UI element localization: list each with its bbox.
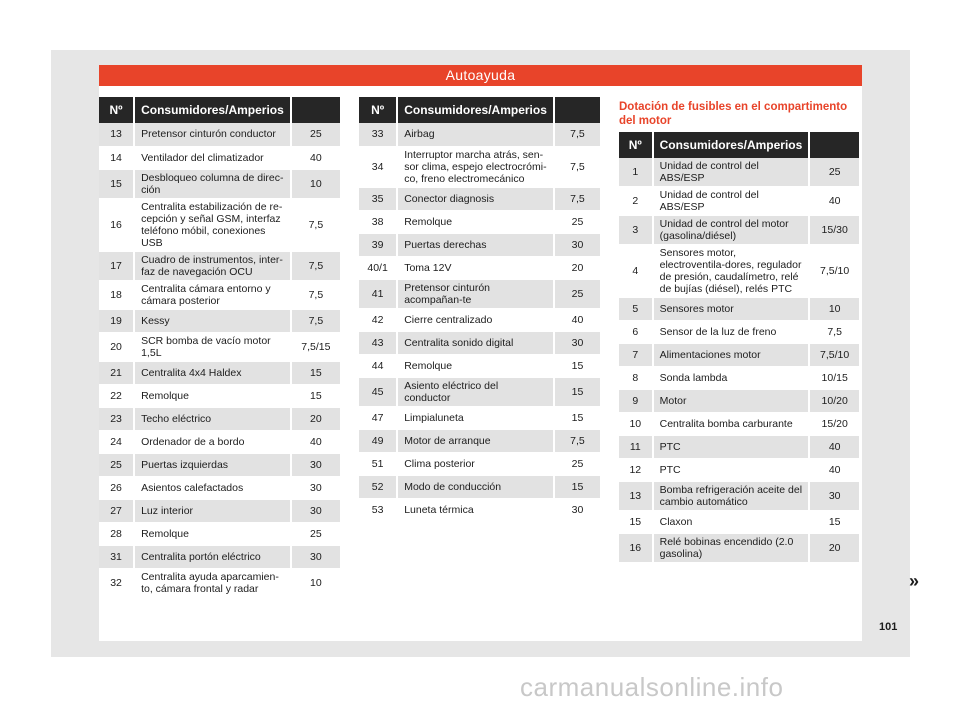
fuse-amperage: 25 <box>554 279 600 308</box>
fuse-amperage: 40 <box>809 187 859 216</box>
fuse-amperage: 15/30 <box>809 216 859 245</box>
fuse-consumer: Interruptor marcha atrás, sen-sor clima, espejo electrocrómi-co, freno electromecánico <box>397 146 554 187</box>
fuse-row <box>359 377 600 406</box>
fuse-row <box>619 390 859 413</box>
fuse-amperage: 7,5 <box>554 146 600 187</box>
fuse-number: 2 <box>619 187 653 216</box>
fuse-consumer: Centralita cámara entorno y cámara posterior <box>134 280 291 309</box>
fuse-amperage: 25 <box>291 123 340 146</box>
fuse-number: 6 <box>619 321 653 344</box>
fuse-row <box>619 158 859 187</box>
fuse-amperage: 40 <box>809 436 859 459</box>
fuse-row <box>359 354 600 377</box>
fuse-consumer: Ordenador de a bordo <box>134 430 291 453</box>
fuse-number: 28 <box>99 522 134 545</box>
page-number: 101 <box>879 621 898 633</box>
fuse-consumer: Airbag <box>397 123 554 146</box>
fuse-amperage: 30 <box>554 498 600 521</box>
fuse-consumer: Unidad de control del motor (gasolina/diésel) <box>653 216 810 245</box>
fuse-consumer: Centralita ayuda aparcamien-to, cámara frontal y radar <box>134 568 291 597</box>
fuse-row <box>99 146 340 169</box>
fuse-row <box>99 384 340 407</box>
fuse-consumer: Remolque <box>134 384 291 407</box>
fuse-number: 9 <box>619 390 653 413</box>
fuse-consumer: Cuadro de instrumentos, inter-faz de navegación OCU <box>134 251 291 280</box>
fuse-number: 24 <box>99 430 134 453</box>
fuse-row <box>359 331 600 354</box>
fuse-amperage: 15 <box>554 377 600 406</box>
fuse-row <box>619 459 859 482</box>
fuse-amperage: 30 <box>291 476 340 499</box>
fuse-amperage: 30 <box>554 331 600 354</box>
fuse-consumer: Centralita sonido digital <box>397 331 554 354</box>
fuse-consumer: Sensor de la luz de freno <box>653 321 810 344</box>
page-frame <box>51 50 920 657</box>
fuse-consumer: Cierre centralizado <box>397 308 554 331</box>
fuse-number: 13 <box>619 482 653 511</box>
fuse-row <box>99 476 340 499</box>
fuse-amperage: 25 <box>554 452 600 475</box>
fuse-row <box>99 198 340 251</box>
fuse-row <box>359 146 600 187</box>
fuse-table-2 <box>359 97 600 522</box>
fuse-row <box>359 498 600 521</box>
fuse-row <box>359 123 600 146</box>
fuse-table-3 <box>619 132 859 563</box>
fuse-number: 12 <box>619 459 653 482</box>
fuse-row <box>99 568 340 597</box>
fuse-consumer: Pretensor cinturón acompañan-te <box>397 279 554 308</box>
fuse-number: 26 <box>99 476 134 499</box>
fuse-number: 11 <box>619 436 653 459</box>
fuse-row <box>619 187 859 216</box>
fuse-consumer: Centralita 4x4 Haldex <box>134 361 291 384</box>
fuse-row <box>99 169 340 198</box>
fuse-row <box>99 453 340 476</box>
fuse-number: 39 <box>359 233 397 256</box>
fuse-consumer: Puertas izquierdas <box>134 453 291 476</box>
fuse-row <box>99 332 340 361</box>
fuse-amperage: 10 <box>809 298 859 321</box>
fuse-amperage: 30 <box>291 499 340 522</box>
fuse-amperage: 7,5 <box>554 187 600 210</box>
fuse-amperage: 40 <box>554 308 600 331</box>
fuse-row <box>619 321 859 344</box>
fuse-number: 42 <box>359 308 397 331</box>
fuse-number: 27 <box>99 499 134 522</box>
fuse-amperage: 10/20 <box>809 390 859 413</box>
fuse-row <box>619 482 859 511</box>
manual-page <box>99 65 920 641</box>
fuse-amperage: 15/20 <box>809 413 859 436</box>
fuse-amperage: 40 <box>291 146 340 169</box>
fuse-number: 45 <box>359 377 397 406</box>
fuse-consumer: Bomba refrigeración aceite del cambio automático <box>653 482 810 511</box>
fuse-consumer: Motor de arranque <box>397 429 554 452</box>
fuse-row <box>359 210 600 233</box>
fuse-amperage: 15 <box>554 354 600 377</box>
fuse-number: 43 <box>359 331 397 354</box>
fuse-amperage: 7,5 <box>291 280 340 309</box>
fuse-row <box>619 344 859 367</box>
fuse-amperage: 15 <box>291 384 340 407</box>
fuse-row <box>359 233 600 256</box>
fuse-row <box>99 123 340 146</box>
fuse-number: 31 <box>99 545 134 568</box>
fuse-amperage: 10 <box>291 169 340 198</box>
col-header-num: Nº <box>619 132 653 158</box>
fuse-amperage: 30 <box>291 545 340 568</box>
fuse-row <box>99 309 340 332</box>
fuse-consumer: Sonda lambda <box>653 367 810 390</box>
fuse-row <box>359 279 600 308</box>
fuse-row <box>359 308 600 331</box>
fuse-consumer: Remolque <box>397 354 554 377</box>
col-header-name: Consumidores/Amperios <box>397 97 554 123</box>
fuse-consumer: Luz interior <box>134 499 291 522</box>
fuse-amperage: 7,5/15 <box>291 332 340 361</box>
fuse-consumer: Luneta térmica <box>397 498 554 521</box>
fuse-row <box>359 452 600 475</box>
fuse-consumer: Unidad de control del ABS/ESP <box>653 158 810 187</box>
fuse-row <box>619 245 859 298</box>
fuse-consumer: Desbloqueo columna de direc-ción <box>134 169 291 198</box>
fuse-number: 7 <box>619 344 653 367</box>
fuse-number: 52 <box>359 475 397 498</box>
fuse-number: 47 <box>359 406 397 429</box>
fuse-row <box>99 280 340 309</box>
fuse-consumer: Remolque <box>397 210 554 233</box>
engine-section-title: Dotación de fusibles en el compartimento del motor <box>619 101 848 127</box>
fuse-consumer: Sensores motor <box>653 298 810 321</box>
fuse-row <box>619 511 859 534</box>
fuse-consumer: Centralita estabilización de re-cepción y señal GSM, interfaz teléfono móbil, conexiones USB <box>134 198 291 251</box>
fuse-consumer: Puertas derechas <box>397 233 554 256</box>
fuse-amperage: 15 <box>809 511 859 534</box>
fuse-number: 34 <box>359 146 397 187</box>
col-header-num: Nº <box>99 97 134 123</box>
fuse-consumer: PTC <box>653 436 810 459</box>
fuse-amperage: 30 <box>554 233 600 256</box>
fuse-number: 21 <box>99 361 134 384</box>
fuse-amperage: 7,5 <box>809 321 859 344</box>
fuse-row <box>359 429 600 452</box>
fuse-consumer: Motor <box>653 390 810 413</box>
fuse-row <box>359 256 600 279</box>
fuse-number: 4 <box>619 245 653 298</box>
fuse-consumer: Kessy <box>134 309 291 332</box>
fuse-row <box>99 522 340 545</box>
fuse-amperage: 40 <box>809 459 859 482</box>
fuse-consumer: Sensores motor, electroventila-dores, regulador de presión, caudalímetro, relé de bujías (diésel), relés PTC <box>653 245 810 298</box>
fuse-consumer: Techo eléctrico <box>134 407 291 430</box>
fuse-amperage: 7,5/10 <box>809 245 859 298</box>
fuse-row <box>619 413 859 436</box>
fuse-number: 18 <box>99 280 134 309</box>
fuse-number: 35 <box>359 187 397 210</box>
fuse-amperage: 7,5 <box>291 309 340 332</box>
fuse-amperage: 25 <box>809 158 859 187</box>
fuse-number: 25 <box>99 453 134 476</box>
fuse-amperage: 7,5 <box>291 251 340 280</box>
fuse-number: 20 <box>99 332 134 361</box>
fuse-number: 23 <box>99 407 134 430</box>
fuse-table-1 <box>99 97 340 598</box>
fuse-row <box>619 436 859 459</box>
fuse-row <box>619 298 859 321</box>
fuse-consumer: Ventilador del climatizador <box>134 146 291 169</box>
fuse-number: 16 <box>619 534 653 563</box>
fuse-number: 15 <box>619 511 653 534</box>
fuse-amperage: 25 <box>291 522 340 545</box>
fuse-row <box>359 475 600 498</box>
fuse-amperage: 25 <box>554 210 600 233</box>
fuse-amperage: 15 <box>554 406 600 429</box>
fuse-number: 44 <box>359 354 397 377</box>
fuse-consumer: PTC <box>653 459 810 482</box>
fuse-amperage: 10/15 <box>809 367 859 390</box>
fuse-consumer: Unidad de control del ABS/ESP <box>653 187 810 216</box>
fuse-row <box>99 545 340 568</box>
fuse-row <box>359 406 600 429</box>
fuse-amperage: 30 <box>809 482 859 511</box>
fuse-amperage: 20 <box>291 407 340 430</box>
fuse-row <box>99 430 340 453</box>
fuse-consumer: Asientos calefactados <box>134 476 291 499</box>
fuse-consumer: Pretensor cinturón conductor <box>134 123 291 146</box>
fuse-number: 32 <box>99 568 134 597</box>
fuse-number: 16 <box>99 198 134 251</box>
fuse-number: 53 <box>359 498 397 521</box>
fuse-number: 1 <box>619 158 653 187</box>
fuse-consumer: Relé bobinas encendido (2.0 gasolina) <box>653 534 810 563</box>
fuse-consumer: Centralita bomba carburante <box>653 413 810 436</box>
col-header-num: Nº <box>359 97 397 123</box>
fuse-amperage: 10 <box>291 568 340 597</box>
fuse-number: 51 <box>359 452 397 475</box>
fuse-number: 8 <box>619 367 653 390</box>
fuse-number: 33 <box>359 123 397 146</box>
fuse-number: 22 <box>99 384 134 407</box>
section-banner: Autoayuda <box>99 65 862 86</box>
fuse-number: 15 <box>99 169 134 198</box>
fuse-amperage: 7,5 <box>554 123 600 146</box>
fuse-amperage: 15 <box>554 475 600 498</box>
fuse-amperage: 20 <box>809 534 859 563</box>
fuse-consumer: Limpialuneta <box>397 406 554 429</box>
fuse-consumer: SCR bomba de vacío motor 1,5L <box>134 332 291 361</box>
fuse-amperage: 7,5 <box>554 429 600 452</box>
fuse-number: 49 <box>359 429 397 452</box>
fuse-amperage: 15 <box>291 361 340 384</box>
col-header-name: Consumidores/Amperios <box>134 97 291 123</box>
fuse-number: 40/1 <box>359 256 397 279</box>
fuse-consumer: Claxon <box>653 511 810 534</box>
fuse-row <box>99 361 340 384</box>
fuse-row <box>99 499 340 522</box>
fuse-consumer: Modo de conducción <box>397 475 554 498</box>
fuse-number: 38 <box>359 210 397 233</box>
fuse-amperage: 20 <box>554 256 600 279</box>
fuse-consumer: Toma 12V <box>397 256 554 279</box>
fuse-number: 13 <box>99 123 134 146</box>
continue-arrow-icon: » <box>909 571 920 591</box>
fuse-consumer: Remolque <box>134 522 291 545</box>
fuse-row <box>619 534 859 563</box>
fuse-number: 3 <box>619 216 653 245</box>
col-header-name: Consumidores/Amperios <box>653 132 810 158</box>
fuse-amperage: 7,5/10 <box>809 344 859 367</box>
fuse-row <box>99 407 340 430</box>
fuse-number: 17 <box>99 251 134 280</box>
fuse-row <box>619 216 859 245</box>
fuse-row <box>99 251 340 280</box>
fuse-number: 10 <box>619 413 653 436</box>
watermark: carmanualsonline.info <box>520 672 784 702</box>
fuse-number: 5 <box>619 298 653 321</box>
fuse-amperage: 30 <box>291 453 340 476</box>
fuse-consumer: Conector diagnosis <box>397 187 554 210</box>
fuse-consumer: Alimentaciones motor <box>653 344 810 367</box>
fuse-row <box>359 187 600 210</box>
fuse-consumer: Centralita portón eléctrico <box>134 545 291 568</box>
fuse-consumer: Clima posterior <box>397 452 554 475</box>
fuse-number: 41 <box>359 279 397 308</box>
fuse-amperage: 7,5 <box>291 198 340 251</box>
fuse-row <box>619 367 859 390</box>
fuse-consumer: Asiento eléctrico del conductor <box>397 377 554 406</box>
fuse-number: 14 <box>99 146 134 169</box>
fuse-number: 19 <box>99 309 134 332</box>
fuse-amperage: 40 <box>291 430 340 453</box>
